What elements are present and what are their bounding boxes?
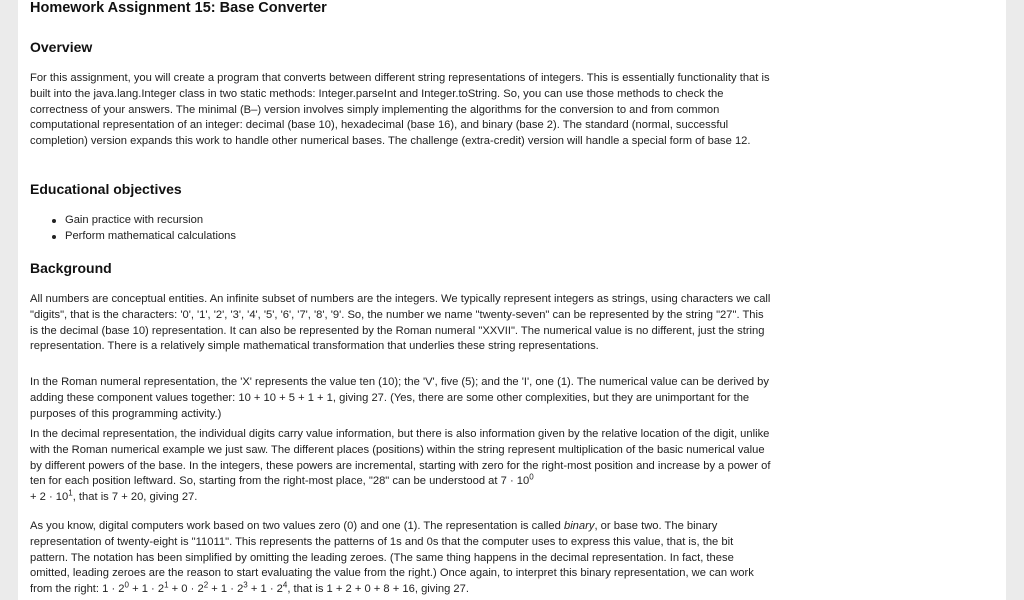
background-paragraph-4 [30,519,772,598]
p4-end: , that is 1 + 2 + 0 + 8 + 16, giving 27. [287,583,469,596]
background-heading: Background [30,260,112,276]
list-item: Gain practice with recursion [52,213,236,229]
p4-b: , or base two. The binary representation of twenty-eight is "11011". This represents the patterns of 1s and 0s that the computer uses to express this value, that is, the bit pattern. The notation has been simplified by omitting the leading zeroes. (The same thing happens in the decimal representation. In fact, these omitted, leading zeroes are the reason to start evaluating the value from the right.) Once again, to interpret this binary representation, we can work from the right: 1 · 2 [30,520,754,596]
p4-a: As you know, digital computers work based on two values zero (0) and one (1). The representation is called [30,520,564,532]
objectives-heading: Educational objectives [30,181,182,197]
p4-t3: + 1 · 2 [208,583,244,596]
left-margin [0,0,18,600]
right-margin [1006,0,1024,600]
background-paragraph-2: In the Roman numeral representation, the 'X' represents the value ten (10); the 'V', five (5); and the 'I', one (1). The numerical value can be derived by adding these component values together: 10 + 10 + 5 + 1 + 1, giving 27. (Yes, there are some other complexities, but they are unimportant for the purposes of this programming activity.) [30,376,769,420]
p4-exp-3: 3 [243,580,248,590]
p3-mid: + 2 · 10 [30,491,69,504]
p4-exp-1: 1 [164,580,169,590]
p3-text: In the decimal representation, the individual digits carry value information, but there is also information given by the relative location of the digit, unlike with the Roman numerical example we just saw. The different places (positions) within the string represent multiplication of the basic numerical value by different powers of the base. In the integers, these powers are incremental, starting with zero for the right-most position and increase by a power of ten for each position leftward. So, starting from the right-most place, "28" can be understood at 7 · 10 [30,428,771,488]
p4-exp-4: 4 [282,580,288,590]
overview-paragraph: For this assignment, you will create a program that converts between different string representations of integers. This is essentially functionality that is built into the java.lang.Integer class in two static methods: Integer.parseInt and Integer.toString. So, you can use those methods to check the correctness of your answers. The minimal (B–) version involves simply implementing the algorithms for the conversion to and from common computational representation of an integer: decimal (base 10), hexadecimal (base 16), and binary (base 2). The standard (normal, successful completion) version expands this work to handle other numerical bases. The challenge (extra-credit) version will handle a special form of base 12. [30,72,770,148]
p4-t2: + 0 · 2 [168,583,204,596]
p4-t4: + 1 · 2 [247,583,283,596]
background-paragraph-3 [30,427,772,506]
p3-end: , that is 7 + 20, giving 27. [72,491,198,504]
p4-emphasis: binary [563,520,595,532]
overview-heading: Overview [30,39,93,55]
p4-exp-2: 2 [203,580,209,590]
document-page [18,0,1006,600]
p4-t1: + 1 · 2 [128,583,165,596]
p4-exp-0: 0 [124,580,129,590]
p3-exponent-0: 0 [529,472,534,482]
page-title: Homework Assignment 15: Base Converter [30,0,327,16]
background-paragraph-1: All numbers are conceptual entities. An infinite subset of numbers are the integers. We typically represent integers as strings, using characters we call "digits", that is the characters: '0', '1', '2', '3', '4', '5', '6', '7', '8', '9'. So, the number we name "twenty-seven" can be represented by the string "27". This is the decimal (base 10) representation. It can also be represented by the Roman numeral "XXVII". The numerical value is no different, just the string representation. There is a relatively simple mathematical transformation that underlies these string representations. [30,293,771,353]
objectives-list [52,213,236,245]
p3-exponent-1: 1 [68,488,73,498]
list-item: Perform mathematical calculations [52,229,236,245]
